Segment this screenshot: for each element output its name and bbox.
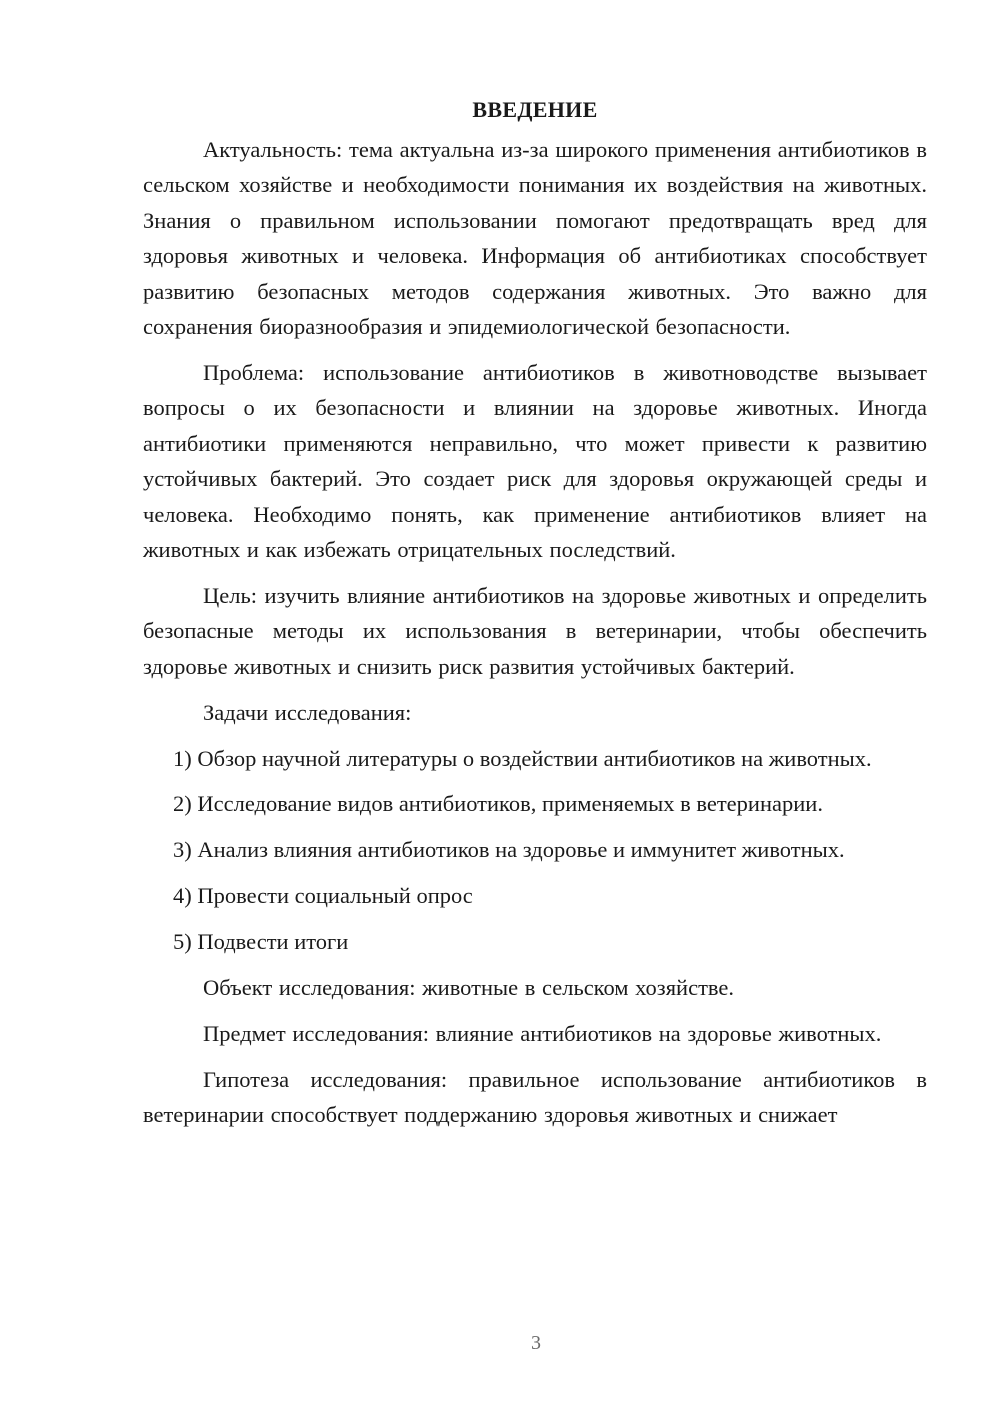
page-number: 3	[531, 1332, 541, 1354]
relevance-paragraph: Актуальность: тема актуальна из-за широкого применения антибиотиков в сельском хозяйстве и необходимости понимания их воздействия на животных. Знания о правильном использовании помогают предотвращать вред для здоровья животных и человека. Информация об антибиотиках способствует развитию безопасных методов содержания животных. Это важно для сохранения биоразнообразия и эпидемиологической безопасности.	[143, 137, 927, 340]
subject-paragraph: Предмет исследования: влияние антибиотиков на здоровье животных.	[203, 1020, 882, 1046]
task-item-5: 5) Подвести итоги	[173, 929, 349, 955]
tasks-heading: Задачи исследования:	[203, 699, 412, 725]
tasks-list	[143, 741, 927, 960]
hypothesis-paragraph: Гипотеза исследования: правильное использование антибиотиков в ветеринарии способствует поддержанию здоровья животных и снижает	[143, 1066, 927, 1128]
page-title: ВВЕДЕНИЕ	[472, 97, 598, 122]
document-page	[143, 92, 927, 1143]
task-item-4: 4) Провести социальный опрос	[173, 883, 473, 909]
task-item-3: 3) Анализ влияния антибиотиков на здоровье и иммунитет животных.	[173, 837, 845, 863]
problem-paragraph: Проблема: использование антибиотиков в животноводстве вызывает вопросы о их безопасности и влиянии на здоровье животных. Иногда антибиотики применяются неправильно, что может привести к развитию устойчивых бактерий. Это создает риск для здоровья окружающей среды и человека. Необходимо понять, как применение антибиотиков влияет на животных и как избежать отрицательных последствий.	[143, 359, 927, 562]
task-item-2: 2) Исследование видов антибиотиков, применяемых в ветеринарии.	[173, 791, 823, 817]
goal-paragraph: Цель: изучить влияние антибиотиков на здоровье животных и определить безопасные методы их использования в ветеринарии, чтобы обеспечить здоровье животных и снизить риск развития устойчивых бактерий.	[143, 582, 927, 679]
object-paragraph: Объект исследования: животные в сельском хозяйстве.	[203, 975, 735, 1001]
task-item-1: 1) Обзор научной литературы о воздействии антибиотиков на животных.	[173, 745, 872, 771]
